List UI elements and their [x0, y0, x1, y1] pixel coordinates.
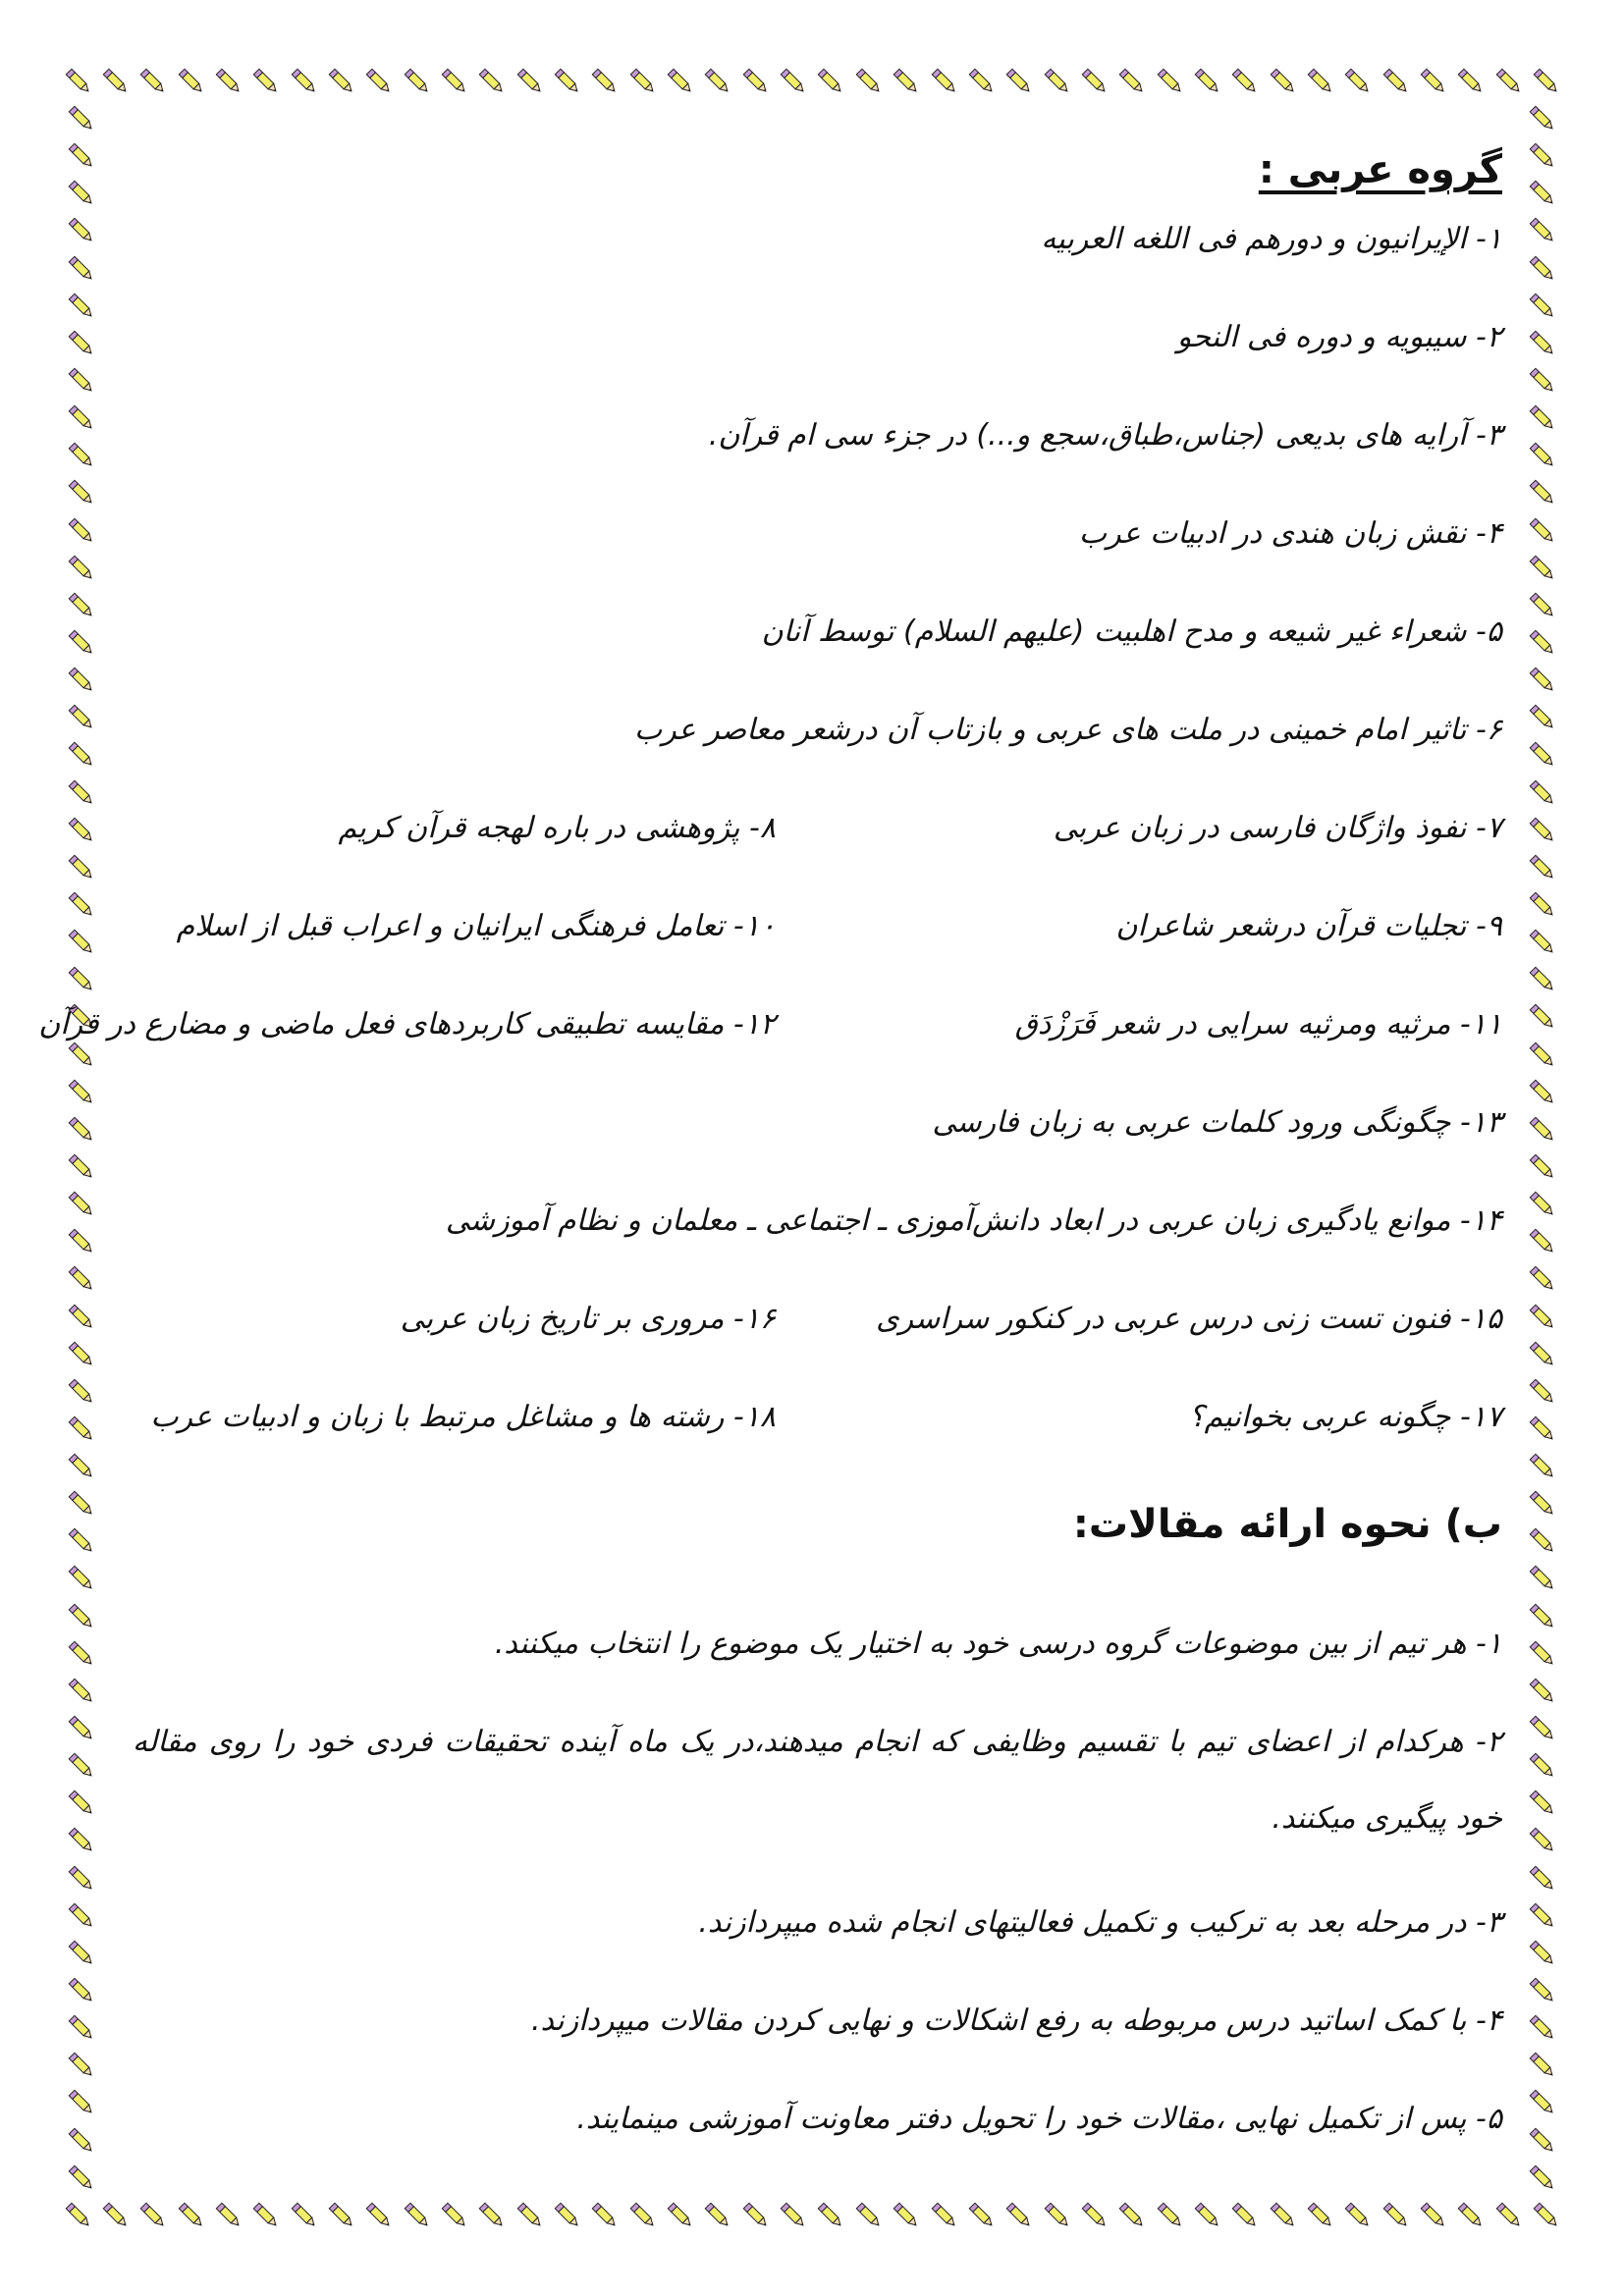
arabic-group-heading: گروه عربی : [1258, 147, 1502, 192]
pencil-icon [1526, 1637, 1559, 1671]
topic-2: ٢- سیبویه و دوره فی النحو [1176, 320, 1502, 354]
pencil-icon [1526, 1787, 1559, 1820]
pencil-icon [1526, 1749, 1559, 1783]
pencil-icon [551, 65, 584, 98]
pencil-icon [65, 1487, 98, 1521]
pencil-icon [65, 1225, 98, 1258]
pencil-icon [65, 1675, 98, 1708]
pencil-icon [1454, 2199, 1488, 2232]
pencil-icon [664, 65, 697, 98]
pencil-icon [65, 476, 98, 509]
pencil-icon [438, 65, 471, 98]
pencil-icon [1526, 290, 1559, 323]
pencil-icon [1115, 2199, 1149, 2232]
pencil-icon [1526, 851, 1559, 884]
pencil-icon [65, 814, 98, 847]
pencil-icon [1002, 2199, 1036, 2232]
pencil-icon [1526, 1899, 1559, 1933]
pencil-icon [175, 2199, 208, 2232]
pencil-icon [99, 2199, 133, 2232]
pencil-icon [1526, 439, 1559, 472]
pencil-icon [136, 65, 170, 98]
pencil-icon [852, 65, 886, 98]
pencil-border-right [1522, 102, 1563, 2195]
pencil-icon [1380, 65, 1413, 98]
pencil-icon [212, 2199, 245, 2232]
topic-5: ۵- شعراء غیر شیعه و مدح اهلبیت (علیهم السلام) توسط آنان [761, 614, 1502, 649]
presentation-step-1: ١- هر تیم از بین موضوعات گروه درسی خود به اختیار یک موضوع را انتخاب میکنند. [494, 1627, 1502, 1661]
pencil-icon [65, 1637, 98, 1671]
pencil-icon [777, 2199, 810, 2232]
pencil-icon [1526, 364, 1559, 398]
presentation-step-4: ۴- با کمک اساتید درس مربوطه به رفع اشکالات و نهایی کردن مقالات میپردازند. [531, 2003, 1502, 2038]
pencil-icon [1526, 1413, 1559, 1446]
pencil-icon [588, 2199, 622, 2232]
pencil-icon [65, 139, 98, 173]
pencil-icon [1526, 102, 1559, 135]
pencil-icon [1526, 1487, 1559, 1521]
pencil-icon [65, 1338, 98, 1371]
pencil-border-top [61, 61, 1563, 102]
document-body [38, 128, 1502, 2169]
topic-3: ٣- آرایه های بدیعی (جناس،طباق،سجع و...) در جزء سی ام قرآن. [708, 418, 1502, 453]
pencil-icon [1526, 139, 1559, 173]
pencil-icon [65, 1113, 98, 1147]
pencil-icon [1526, 2162, 1559, 2195]
pencil-icon [1526, 1262, 1559, 1296]
pencil-border-bottom [61, 2195, 1563, 2236]
pencil-icon [1526, 701, 1559, 734]
pencil-icon [1454, 65, 1488, 98]
pencil-icon [1341, 65, 1375, 98]
topic-18: ١٨- رشته ها و مشاغل مرتبط با زبان و ادبیات عرب [150, 1400, 776, 1434]
pencil-icon [1228, 65, 1262, 98]
pencil-icon [1492, 2199, 1526, 2232]
pencil-icon [1417, 65, 1450, 98]
pencil-icon [1526, 664, 1559, 697]
pencil-icon [1191, 65, 1224, 98]
pencil-icon [65, 1524, 98, 1558]
topic-16: ١۶- مروری بر تاریخ زبان عربی [400, 1302, 776, 1336]
pencil-icon [1526, 2086, 1559, 2119]
pencil-icon [1526, 514, 1559, 548]
topic-9: ٩- تجلیات قرآن درشعر شاعران [1115, 909, 1502, 943]
pencil-icon [65, 102, 98, 135]
pencil-icon [1526, 327, 1559, 360]
presentation-heading: ب) نحوه ارائه مقالات: [1072, 1502, 1502, 1547]
pencil-icon [288, 2199, 321, 2232]
topic-7: ٧- نفوذ واژگان فارسی در زبان عربی [1053, 811, 1502, 845]
pencil-icon [99, 65, 133, 98]
pencil-icon [62, 65, 95, 98]
pencil-icon [65, 2124, 98, 2158]
pencil-icon [1530, 2199, 1563, 2232]
pencil-icon [65, 1712, 98, 1745]
pencil-icon [1041, 2199, 1074, 2232]
pencil-icon [65, 1562, 98, 1595]
pencil-icon [1526, 1862, 1559, 1896]
pencil-icon [1526, 888, 1559, 922]
pencil-icon [1526, 1000, 1559, 1034]
pencil-icon [1526, 2124, 1559, 2158]
presentation-step-2: ٢- هرکدام از اعضای تیم با تقسیم وظایفی که انجام میدهند،در یک ماه آینده تحقیقات فردی خود را روی مقاله خود پیگیری میکنند. [133, 1725, 1502, 1836]
topic-10: ١٠- تعامل فرهنگی ایرانیان و اعراب قبل از اسلام [176, 909, 776, 943]
pencil-icon [890, 2199, 923, 2232]
pencil-icon [1526, 476, 1559, 509]
pencil-icon [551, 2199, 584, 2232]
pencil-icon [249, 2199, 283, 2232]
pencil-icon [65, 1413, 98, 1446]
presentation-step-5: ۵- پس از تکمیل نهایی ،مقالات خود را تحویل دفتر معاونت آموزشی مینمایند. [576, 2102, 1502, 2136]
pencil-icon [1526, 1113, 1559, 1147]
pencil-icon [325, 2199, 358, 2232]
pencil-icon [1304, 65, 1337, 98]
pencil-icon [965, 65, 999, 98]
pencil-icon [65, 589, 98, 622]
pencil-icon [1526, 926, 1559, 959]
pencil-icon [65, 1600, 98, 1633]
pencil-icon [362, 65, 396, 98]
pencil-icon [1526, 1937, 1559, 1970]
pencil-icon [1228, 2199, 1262, 2232]
pencil-icon [1526, 963, 1559, 996]
pencil-icon [65, 1039, 98, 1072]
pencil-icon [65, 552, 98, 585]
pencil-icon [1526, 177, 1559, 210]
pencil-icon [1526, 1039, 1559, 1072]
pencil-icon [65, 888, 98, 922]
pencil-icon [1530, 65, 1563, 98]
pencil-icon [65, 963, 98, 996]
pencil-icon [1078, 65, 1111, 98]
pencil-icon [1526, 1450, 1559, 1483]
pencil-icon [626, 2199, 660, 2232]
pencil-icon [1526, 1562, 1559, 1595]
topic-4: ۴- نقش زبان هندی در ادبیات عرب [1078, 516, 1502, 551]
pencil-icon [65, 1150, 98, 1184]
pencil-icon [65, 626, 98, 660]
pencil-icon [928, 65, 961, 98]
pencil-icon [965, 2199, 999, 2232]
pencil-icon [65, 776, 98, 810]
pencil-icon [362, 2199, 396, 2232]
topic-11: ١١- مرثیه ومرثیه سرایی در شعر فَرَزْدَق [1014, 1007, 1502, 1041]
pencil-icon [65, 514, 98, 548]
pencil-icon [1526, 252, 1559, 286]
pencil-icon [1526, 1301, 1559, 1334]
pencil-icon [65, 1899, 98, 1933]
pencil-icon [1526, 1712, 1559, 1745]
pencil-icon [65, 1824, 98, 1857]
pencil-icon [288, 65, 321, 98]
pencil-icon [1304, 2199, 1337, 2232]
pencil-icon [65, 2049, 98, 2082]
pencil-icon [65, 1188, 98, 1221]
pencil-border-left [61, 102, 102, 2195]
pencil-icon [65, 664, 98, 697]
pencil-icon [701, 65, 734, 98]
pencil-icon [475, 65, 509, 98]
pencil-icon [65, 2086, 98, 2119]
topic-6: ۶- تاثیر امام خمینی در ملت های عربی و بازتاب آن درشعر معاصر عرب [633, 713, 1502, 747]
pencil-icon [65, 1076, 98, 1109]
pencil-icon [65, 290, 98, 323]
topic-15: ١۵- فنون تست زنی درس عربی در کنکور سراسری [876, 1302, 1502, 1336]
pencil-icon [65, 364, 98, 398]
pencil-icon [1041, 65, 1074, 98]
pencil-icon [65, 1262, 98, 1296]
pencil-icon [1191, 2199, 1224, 2232]
pencil-icon [249, 65, 283, 98]
pencil-icon [1526, 1338, 1559, 1371]
pencil-icon [325, 65, 358, 98]
pencil-icon [1267, 65, 1300, 98]
pencil-icon [814, 65, 847, 98]
pencil-icon [65, 1787, 98, 1820]
pencil-icon [928, 2199, 961, 2232]
pencil-icon [1526, 401, 1559, 435]
topic-14: ١۴- موانع یادگیری زبان عربی در ابعاد دانش‌آموزی ـ اجتماعی ـ معلمان و نظام آموزشی [445, 1203, 1502, 1238]
pencil-icon [1380, 2199, 1413, 2232]
pencil-icon [1526, 626, 1559, 660]
topic-17: ١٧- چگونه عربی بخوانیم؟ [1188, 1400, 1502, 1434]
pencil-icon [1492, 65, 1526, 98]
pencil-icon [1526, 776, 1559, 810]
pencil-icon [65, 1937, 98, 1970]
pencil-icon [1526, 814, 1559, 847]
pencil-icon [175, 65, 208, 98]
pencil-icon [438, 2199, 471, 2232]
pencil-icon [1526, 1824, 1559, 1857]
pencil-icon [136, 2199, 170, 2232]
pencil-icon [475, 2199, 509, 2232]
pencil-icon [65, 1862, 98, 1896]
presentation-step-3: ٣- در مرحله بعد به ترکیب و تکمیل فعالیتهای انجام شده میپردازند. [698, 1905, 1502, 1940]
pencil-icon [1526, 1675, 1559, 1708]
pencil-icon [1526, 1600, 1559, 1633]
pencil-icon [514, 65, 547, 98]
pencil-icon [1526, 589, 1559, 622]
pencil-icon [1526, 1188, 1559, 1221]
pencil-icon [65, 327, 98, 360]
pencil-icon [65, 1301, 98, 1334]
pencil-icon [739, 2199, 773, 2232]
pencil-icon [65, 1375, 98, 1409]
pencil-icon [212, 65, 245, 98]
pencil-icon [62, 2199, 95, 2232]
pencil-icon [1154, 2199, 1187, 2232]
pencil-icon [1526, 1375, 1559, 1409]
pencil-icon [1267, 2199, 1300, 2232]
pencil-icon [65, 214, 98, 247]
pencil-icon [65, 1450, 98, 1483]
pencil-icon [65, 2162, 98, 2195]
pencil-icon [1526, 2011, 1559, 2045]
pencil-icon [1526, 1076, 1559, 1109]
pencil-icon [1115, 65, 1149, 98]
pencil-icon [65, 439, 98, 472]
pencil-icon [1526, 552, 1559, 585]
pencil-icon [65, 252, 98, 286]
pencil-icon [401, 65, 434, 98]
pencil-icon [1526, 1974, 1559, 2007]
pencil-icon [65, 926, 98, 959]
pencil-icon [65, 1749, 98, 1783]
pencil-icon [1526, 214, 1559, 247]
pencil-icon [1526, 1225, 1559, 1258]
pencil-icon [401, 2199, 434, 2232]
pencil-icon [1078, 2199, 1111, 2232]
pencil-icon [514, 2199, 547, 2232]
pencil-icon [65, 1974, 98, 2007]
pencil-icon [890, 65, 923, 98]
topic-13: ١٣- چگونگی ورود کلمات عربی به زبان فارسی [932, 1105, 1502, 1140]
pencil-icon [1526, 1150, 1559, 1184]
pencil-icon [1154, 65, 1187, 98]
pencil-icon [588, 65, 622, 98]
pencil-icon [664, 2199, 697, 2232]
pencil-icon [1417, 2199, 1450, 2232]
topic-1: ١- الإیرانیون و دورهم فی اللغه العربیه [1041, 222, 1502, 256]
pencil-icon [65, 738, 98, 772]
pencil-icon [1526, 2049, 1559, 2082]
topic-8: ٨- پژوهشی در باره لهجه قرآن کریم [338, 811, 776, 845]
pencil-icon [701, 2199, 734, 2232]
pencil-icon [1341, 2199, 1375, 2232]
pencil-icon [777, 65, 810, 98]
pencil-icon [739, 65, 773, 98]
pencil-icon [65, 401, 98, 435]
pencil-icon [852, 2199, 886, 2232]
pencil-icon [626, 65, 660, 98]
pencil-icon [65, 177, 98, 210]
pencil-icon [814, 2199, 847, 2232]
pencil-icon [65, 851, 98, 884]
pencil-icon [1526, 738, 1559, 772]
topic-12: ١٢- مقایسه تطبیقی کاربردهای فعل ماضی و مضارع در قرآن [38, 1007, 776, 1041]
pencil-icon [65, 2011, 98, 2045]
pencil-icon [1526, 1524, 1559, 1558]
pencil-icon [1002, 65, 1036, 98]
pencil-icon [65, 701, 98, 734]
